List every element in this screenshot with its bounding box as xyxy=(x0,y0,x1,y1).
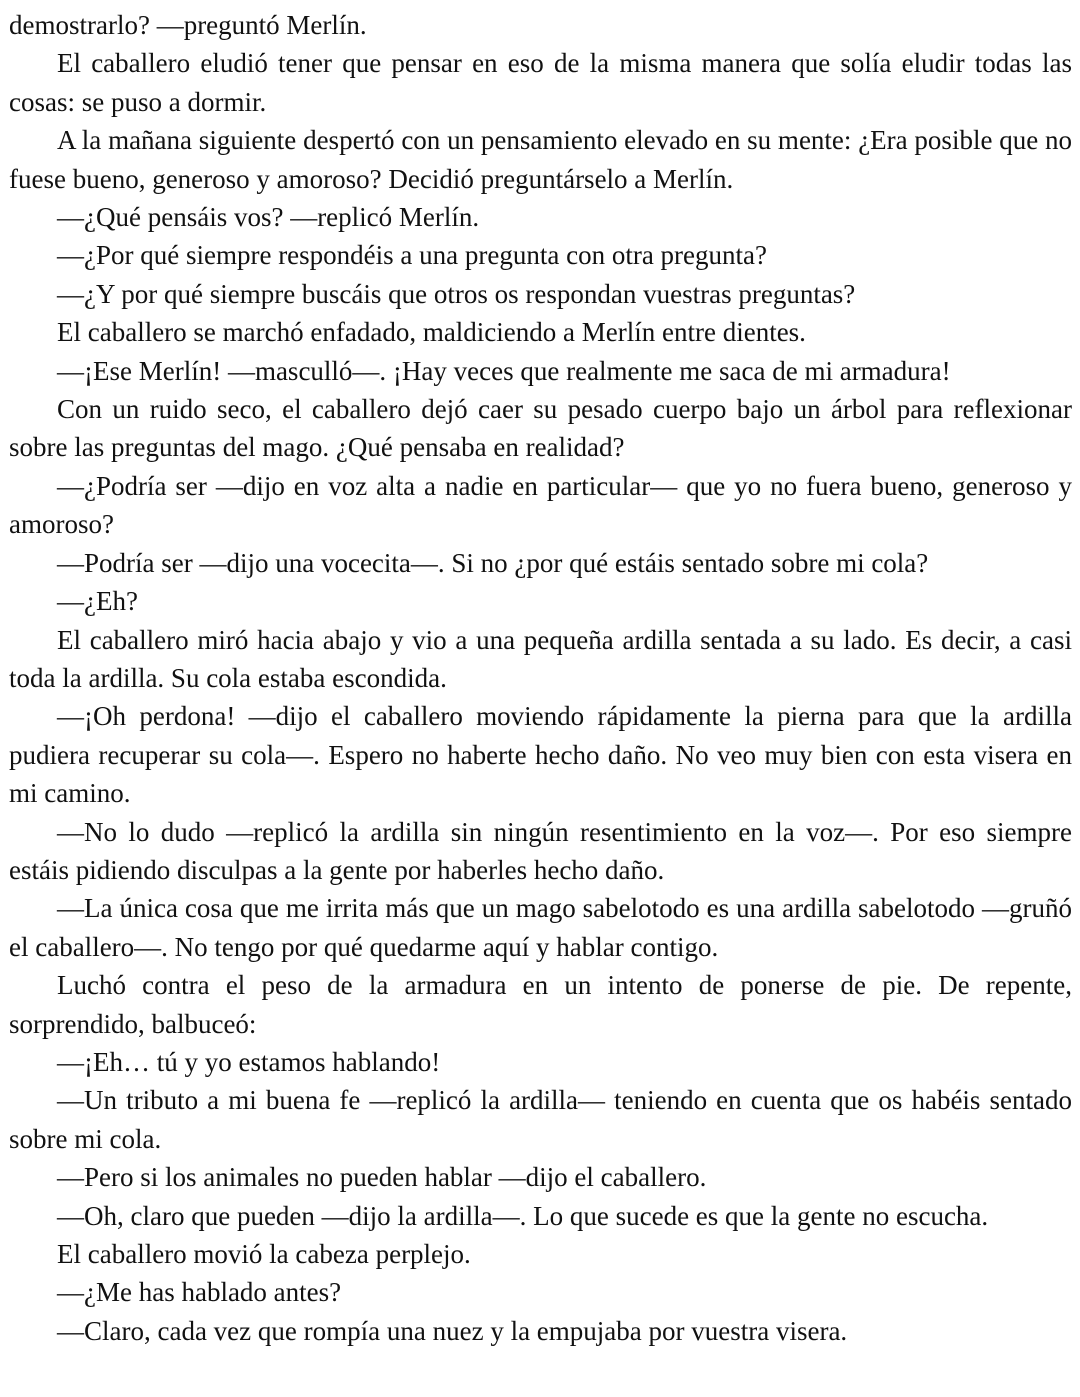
paragraph: —No lo dudo —replicó la ardilla sin ningún resentimiento en la voz—. Por eso siempre estáis pidiendo disculpas a la gente por haberles hecho daño. xyxy=(9,816,1072,885)
paragraph: demostrarlo? —preguntó Merlín. xyxy=(9,10,367,40)
paragraph: —Claro, cada vez que rompía una nuez y la empujaba por vuestra visera. xyxy=(57,1315,848,1346)
paragraph: —Podría ser —dijo una vocecita—. Si no ¿por qué estáis sentado sobre mi cola? xyxy=(57,547,929,578)
paragraph: —¡Eh… tú y yo estamos hablando! xyxy=(57,1046,441,1077)
paragraph: El caballero se marchó enfadado, maldiciendo a Merlín entre dientes. xyxy=(57,317,806,348)
paragraph: —Pero si los animales no pueden hablar —dijo el caballero. xyxy=(57,1162,707,1193)
paragraph: —¡Oh perdona! —dijo el caballero moviendo rápidamente la pierna para que la ardilla pudiera recuperar su cola—. Espero no haberte hecho daño. No veo muy bien con esta visera en mi camino. xyxy=(9,701,1072,809)
paragraph: El caballero miró hacia abajo y vio a una pequeña ardilla sentada a su lado. Es decir, a casi toda la ardilla. Su cola estaba escondida. xyxy=(9,624,1072,693)
paragraph: —Un tributo a mi buena fe —replicó la ardilla— teniendo en cuenta que os habéis sentado sobre mi cola. xyxy=(9,1085,1072,1154)
paragraph: —¿Por qué siempre respondéis a una pregunta con otra pregunta? xyxy=(57,240,768,271)
paragraph: —¿Qué pensáis vos? —replicó Merlín. xyxy=(57,202,480,233)
paragraph: —¿Me has hablado antes? xyxy=(57,1277,342,1308)
paragraph: —Oh, claro que pueden —dijo la ardilla—. Lo que sucede es que la gente no escucha. xyxy=(57,1200,989,1231)
paragraph: —¿Eh? xyxy=(57,586,138,617)
paragraph: Luchó contra el peso de la armadura en un intento de ponerse de pie. De repente, sorprendido, balbuceó: xyxy=(9,970,1072,1039)
paragraph: —La única cosa que me irrita más que un mago sabelotodo es una ardilla sabelotodo —gruñó el caballero—. No tengo por qué quedarme aquí y hablar contigo. xyxy=(9,893,1072,962)
paragraph: El caballero movió la cabeza perplejo. xyxy=(57,1239,471,1269)
paragraph: Con un ruido seco, el caballero dejó caer su pesado cuerpo bajo un árbol para reflexionar sobre las preguntas del mago. ¿Qué pensaba en realidad? xyxy=(9,394,1072,463)
paragraph: A la mañana siguiente despertó con un pensamiento elevado en su mente: ¿Era posible que no fuese bueno, generoso y amoroso? Decidió preguntárselo a Merlín. xyxy=(9,125,1072,194)
paragraph: —¡Ese Merlín! —masculló—. ¡Hay veces que realmente me saca de mi armadura! xyxy=(57,355,951,386)
paragraph: El caballero eludió tener que pensar en eso de la misma manera que solía eludir todas las cosas: se puso a dormir. xyxy=(9,48,1072,117)
paragraph: —¿Y por qué siempre buscáis que otros os respondan vuestras preguntas? xyxy=(57,278,856,309)
paragraph: —¿Podría ser —dijo en voz alta a nadie en particular— que yo no fuera bueno, generoso y amoroso? xyxy=(9,470,1072,540)
